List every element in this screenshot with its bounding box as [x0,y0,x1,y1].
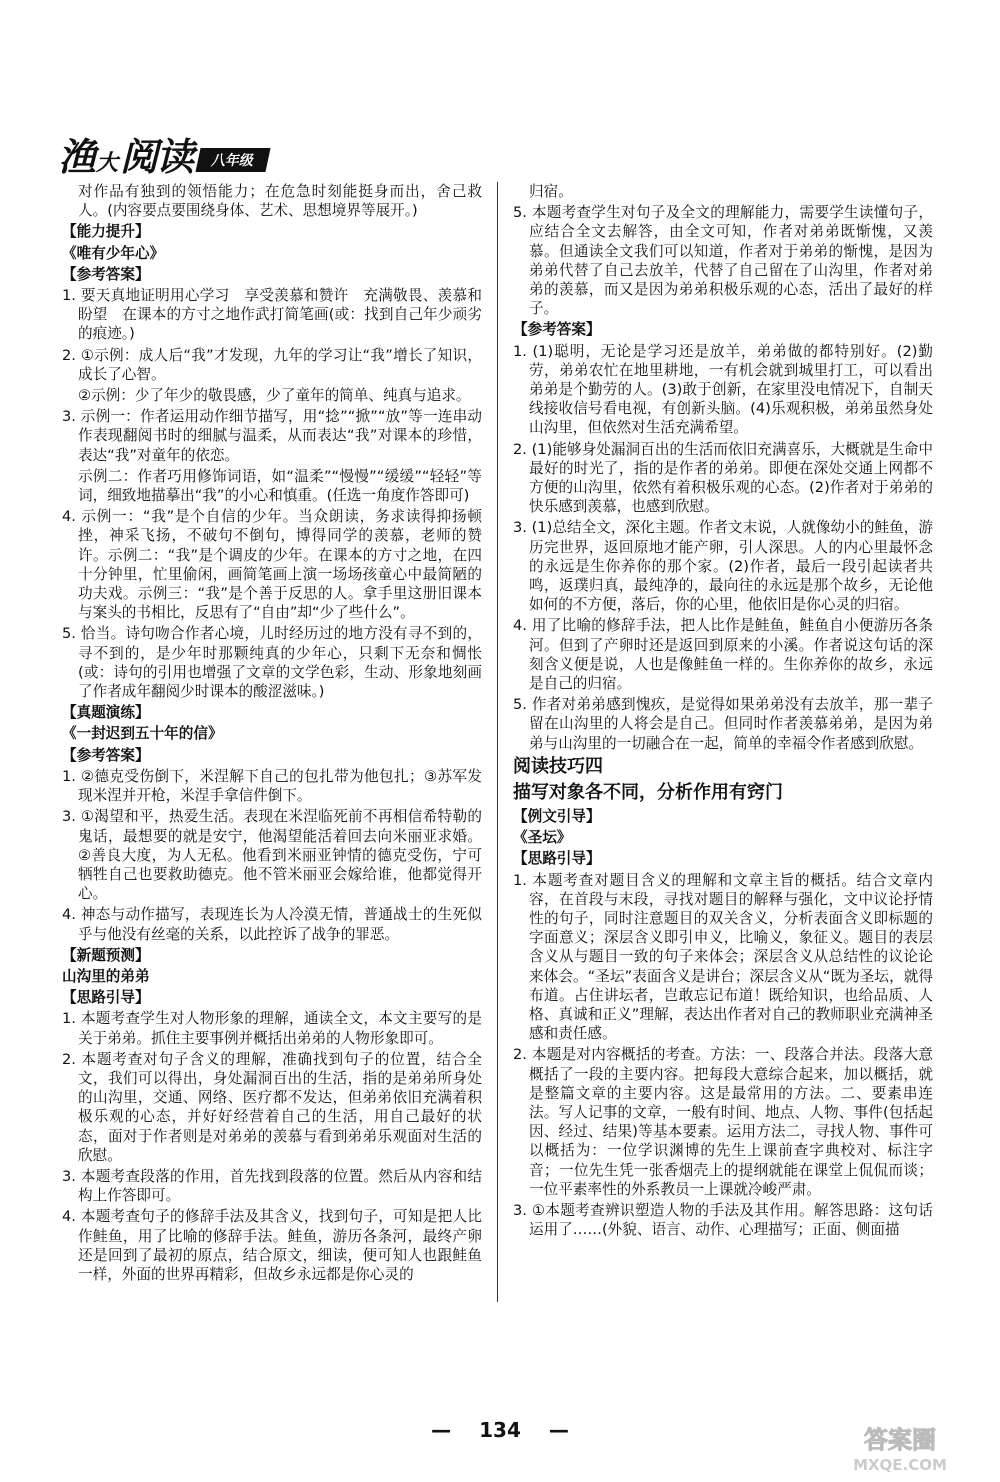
left-column [62,182,482,1286]
paragraph: 归宿。 [529,183,573,200]
article-title: 《圣坛》 [513,829,572,847]
answer-item: 4. 神态与动作描写，表现连长为人冷漠无情，普通战士的生死似乎与他没有丝毫的关系，以此控诉了战争的罪恶。 [62,906,482,943]
paragraph: ②示例：少了年少的敬畏感，少了童年的简单、纯真与追求。 [78,387,471,405]
answer-item: 4. 用了比喻的修辞手法，把人比作是鲑鱼，鲑鱼自小便游历各条河。但到了产卵时还是返回到原来的小溪。作者说这句话的深刻含义便是说，人也是像鲑鱼一样的。生你养你的故乡，永远是自己的归宿。 [513,617,933,693]
answer-item: 5. 作者对弟弟感到愧疚，是觉得如果弟弟没有去放羊，那一辈子留在山沟里的人将会是自己。但同时作者羡慕弟弟，是因为弟弟与山沟里的一切融合在一起，简单的幸福令作者感到欣慰。 [513,696,933,752]
chapter-title: 阅读技巧四 [513,755,603,777]
section-heading: 【新题预测】 [62,946,150,964]
section-heading: 【能力提升】 [62,223,150,241]
answer-item: 3. (1)总结全文，深化主题。作者文末说，人就像幼小的鲑鱼，游历完世界，返回原地才能产卵，引人深思。人的内心里最怀念的永远是生你养你的那个家。(2)作者，最后一段引起读者共鸣，返璞归真，最纯净的，最向往的永远是那个故乡，无论他如何的不方便，落后，你的心里，他依旧是你心灵的归宿。 [513,519,933,614]
answer-item: 4. 本题考查句子的修辞手法及其含义，找到句子，可知是把人比作鲑鱼，用了比喻的修辞手法。鲑鱼，游历各条河，最终产卵还是回到了最初的原点，结合原文，细读，便可知人也跟鲑鱼一样，外面的世界再精彩，但故乡永远都是你心灵的 [62,1208,482,1283]
answer-item: 3. 本题考查段落的作用，首先找到段落的位置。然后从内容和结构上作答即可。 [62,1167,482,1205]
answer-item: 2. 本题是对内容概括的考查。方法：一、段落合并法。段落大意概括了一段的主要内容。把每段大意综合起来，加以概括，就是整篇文章的主要内容。这是最常用的方法。二、要素串连法。写人记事的文章，一般有时间、地点、人物、事件(包括起因、经过、结果)等基本要素。运用方法二，寻找人物、事件可以概括为：一位学识渊博的先生上课前查字典校对、标注字音；一位先生凭一张香烟壳上的提纲就能在课堂上侃侃而谈；一位平素率性的外系教员一上课就冷峻严肃。 [513,1046,933,1198]
grade-badge: 八年级 [195,148,270,172]
section-heading: 【思路引导】 [62,989,150,1007]
column-divider [497,182,498,1302]
section-heading: 【思路引导】 [513,850,601,868]
right-column [513,182,933,1241]
answer-item: 2. ①示例：成人后“我”才发现，九年的学习让“我”增长了知识，成长了心智。 [62,346,482,383]
paragraph: 对作品有独到的领悟能力；在危急时刻能挺身而出，舍己救人。(内容要点要围绕身体、艺术、思想境界等展开。) [78,183,482,220]
series-logo [58,128,268,179]
answer-item: 1. (1)聪明，无论是学习还是放羊，弟弟做的都特别好。(2)勤劳，弟弟农忙在地里耕地，一有机会就到城里打工，可以看出弟弟是个勤劳的人。(3)敢于创新，在家里没电情况下，自制天线接收信号看电视，有创新头脑。(4)乐观积极，弟弟虽然身处山沟里，但依然对生活充满希望。 [513,342,933,437]
answer-item: 1. 本题考查学生对人物形象的理解，通读全文，本文主要写的是关于弟弟。抓住主要事例并概括出弟弟的人物形象即可。 [62,1010,482,1047]
section-heading: 【参考答案】 [62,265,150,283]
chapter-title: 描写对象各不同，分析作用有窍门 [513,781,783,803]
section-heading: 【参考答案】 [513,321,601,339]
watermark-url: MXQE.COM [853,1456,947,1474]
page-number-footer: — 134 — [431,1418,569,1442]
paragraph: 示例二：作者巧用修饰词语，如“温柔”“慢慢”“缓缓”“轻轻”等词，细致地描摹出“我”的小心和慎重。(任选一角度作答即可) [78,467,482,505]
answer-item: 1. 本题考查对题目含义的理解和文章主旨的概括。结合文章内容，在首段与末段，寻找对题目的解释与强化，文中议论抒情性的句子，同时注意题目的双关含义，分析表面含义即标题的字面意义；深层含义即引申义，比喻义，象征义。题目的表层含义从与题目一致的句子来体会；深层含义从总结性的议论论来体会。“圣坛”表面含义是讲台；深层含义从“既为圣坛，就得布道。占住讲坛者，岂敢忘记布道！既给知识，也给品质、人格、真诚和正义”理解，表达出作者对自己的教师职业充满神圣感和责任感。 [513,871,933,1043]
answer-item: 5. 本题考查学生对句子及全文的理解能力，需要学生读懂句子，应结合全文去解答，由全文可知，作者对弟弟既惭愧，又羡慕。但通读全文我们可以知道，作者对于弟弟的惭愧，是因为弟弟代替了自己去放羊，代替了自己留在了山沟里，作者对弟弟的羡慕，而又是因为弟弟积极乐观的心态，活出了最好的样子。 [513,204,933,318]
answer-item: 3. ①渴望和平，热爱生活。表现在米涅临死前不再相信希特勒的鬼话，最想要的就是安宁，他渴望能活着回去向米丽亚求婚。②善良大度，为人无私。他看到米丽亚钟情的德克受伤，宁可牺牲自己也要救助德克。他不管米丽亚会嫁给谁，他都觉得开心。 [62,808,482,903]
answer-item: 4. 示例一：“我”是个自信的少年。当众朗读，务求读得抑扬顿挫，神采飞扬，不破句不倒句，博得同学的羡慕，老师的赞许。示例二：“我”是个调皮的少年。在课本的方寸之地，在四十分钟里，忙里偷闲，画简笔画上演一场场孩童心中最简陋的功夫戏。示例三：“我”是个善于反思的人。拿手里这册旧课本与案头的书相比，反思有了“自由”却“少了些什么”。 [62,508,482,622]
logo-char-yu: 渔 [58,134,95,179]
logo-chars-yuedu: 阅读 [120,134,193,179]
watermark-logo [820,1418,980,1474]
article-title: 《唯有少年心》 [62,244,165,262]
answer-item: 2. 本题考查对句子含义的理解，准确找到句子的位置，结合全文，我们可以得出，身处漏洞百出的生活，指的是弟弟所身处的山沟里，交通、网络、医疗都不发达，但弟弟依旧充满着积极乐观的心态，并好好经营着自己的生活，用自己最好的状态，面对于作者则是对弟弟的羡慕与看到弟弟乐观面对生活的欣慰。 [62,1050,482,1164]
answer-item: 2. (1)能够身处漏洞百出的生活而依旧充满喜乐，大概就是生命中最好的时光了，指的是作者的弟弟。即便在深处交通上网都不方便的山沟里，依然有着积极乐观的心态。(2)作者对于弟弟的快乐感到羡慕，也感到欣慰。 [513,440,933,516]
article-title: 《一封迟到五十年的信》 [62,725,223,743]
answer-item: 3. ①本题考查辨识塑造人物的手法及其作用。解答思路：这句话运用了……(外貌、语言、动作、心理描写；正面、侧面描 [513,1201,933,1239]
section-heading: 【例文引导】 [513,807,601,825]
section-heading: 【真题演练】 [62,704,150,722]
watermark-title: 答案圈 [864,1426,936,1454]
page-number: 134 [479,1418,521,1442]
section-heading: 【参考答案】 [62,746,150,764]
logo-char-da: 大 [96,150,119,176]
article-title: 山沟里的弟弟 [62,967,150,985]
answer-item: 1. ②德克受伤倒下，米涅解下自己的包扎带为他包扎；③苏军发现米涅并开枪，米涅手拿信件倒下。 [62,767,482,805]
answer-item: 3. 示例一：作者运用动作细节描写，用“捻”“掀”“放”等一连串动作表现翻阅书时的细腻与温柔，从而表达“我”对课本的珍惜，表达“我”对童年的依恋。 [62,408,482,464]
answer-item: 1. 要天真地证明用心学习 享受羡慕和赞许 充满敬畏、羡慕和盼望 在课本的方寸之地作武打简笔画(或：找到自己年少顽劣的痕迹。) [62,287,482,343]
answer-item: 5. 恰当。诗句吻合作者心境，儿时经历过的地方没有寻不到的，寻不到的，是少年时那颗纯真的少年心，只剩下无奈和惆怅(或：诗句的引用也增强了文章的文学色彩，生动、形象地刻画了作者成年翻阅少时课本的酸涩滋味。) [62,625,482,701]
